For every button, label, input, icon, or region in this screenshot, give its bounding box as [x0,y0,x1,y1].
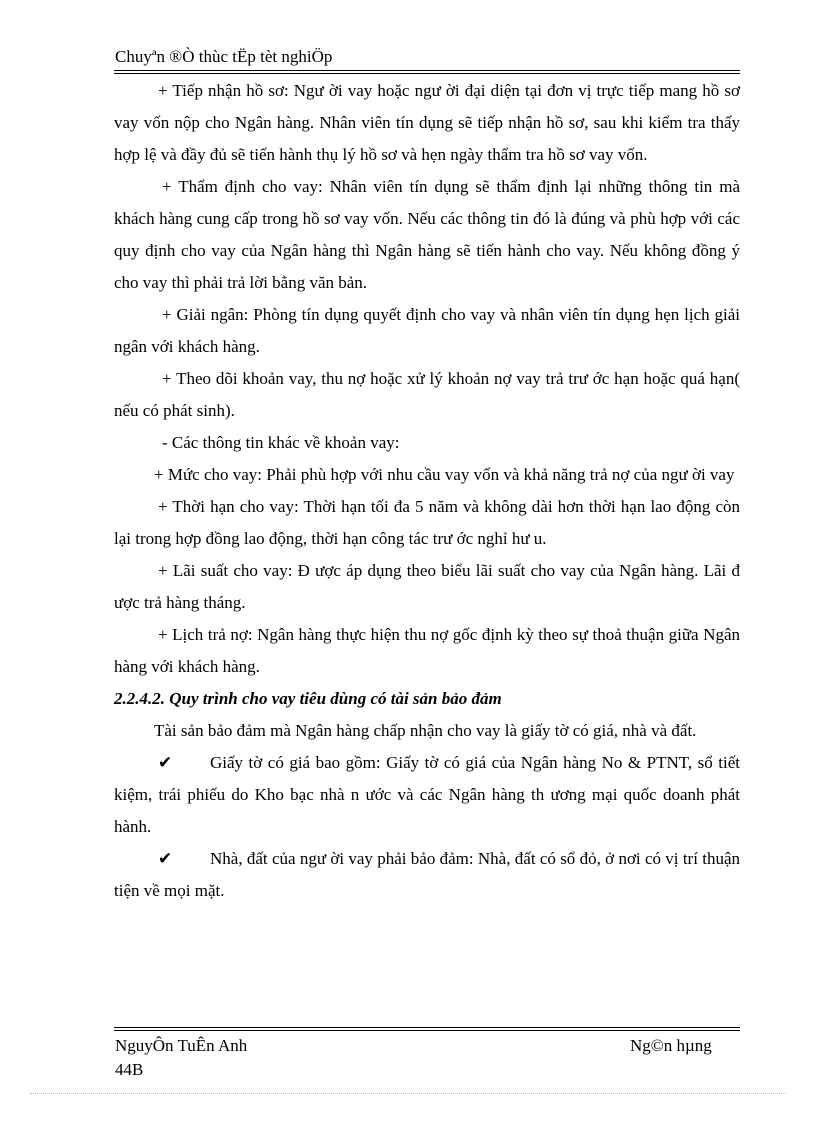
section-intro: Tài sản bảo đảm mà Ngân hàng chấp nhận cho vay là giấy tờ có giá, nhà và đất. [154,721,697,740]
paragraph: + Giải ngân: Phòng tín dụng quyết định cho vay và nhân viên tín dụng hẹn lịch giải ngân với khách hàng. [114,305,740,356]
footer-rule-2 [114,1030,740,1031]
page-boundary [30,1093,786,1094]
footer-class: 44B [115,1060,144,1079]
bullet-text: Nhà, đất của ngư ời vay phải bảo đảm: Nhà, đất có sổ đỏ, ở nơi có vị trí thuận tiện về mọi mặt. [114,849,740,900]
paragraph: + Theo dõi khoản vay, thu nợ hoặc xử lý khoản nợ vay trả trư ớc hạn hoặc quá hạn( nếu có phát sinh). [114,369,740,420]
paragraph: + Mức cho vay: Phải phù hợp với nhu cầu vay vốn và khả năng trả nợ của ngư ời vay [154,465,735,484]
paragraph: + Lãi suất cho vay: Đ ược áp dụng theo biểu lãi suất cho vay của Ngân hàng. Lãi đ ược trả hàng tháng. [114,561,740,612]
check-icon: ✔ [158,753,173,772]
bullet-text: Giấy tờ có giá bao gồm: Giấy tờ có giá của Ngân hàng No & PTNT, sổ tiết kiệm, trái phiếu do Kho bạc nhà n ước và các Ngân hàng th ương mại quốc doanh phát hành. [114,753,740,836]
paragraph: - Các thông tin khác về khoản vay: [162,433,400,452]
paragraph: + Thời hạn cho vay: Thời hạn tối đa 5 năm và không dài hơn thời hạn lao động còn lại trong hợp đồng lao động, thời hạn công tác trư ớc nghỉ hư u. [114,497,740,548]
page-header: Chuyªn ®Ò thùc tËp tèt nghiÖp [115,47,333,66]
paragraph: + Tiếp nhận hồ sơ: Ngư ời vay hoặc ngư ời đại diện tại đơn vị trực tiếp mang hồ sơ vay vốn nộp cho Ngân hàng. Nhân viên tín dụng sẽ tiếp nhận hồ sơ, sau khi kiểm tra thấy hợp lệ và đầy đủ sẽ tiến hành thụ lý hồ sơ và hẹn ngày thẩm tra hồ sơ vay vốn. [114,81,740,164]
header-rule-2 [114,73,740,74]
footer-left [115,1034,247,1082]
section-heading: 2.2.4.2. Quy trình cho vay tiêu dùng có tài sản bảo đảm [114,689,502,708]
bullet-item [114,747,740,843]
paragraph: + Thẩm định cho vay: Nhân viên tín dụng sẽ thẩm định lại những thông tin mà khách hàng cung cấp trong hồ sơ vay vốn. Nếu các thông tin đó là đúng và phù hợp với các quy định cho vay của Ngân hàng thì Ngân hàng sẽ tiến hành cho vay. Nếu không đồng ý cho vay thì phải trả lời bằng văn bản. [114,177,740,292]
check-icon: ✔ [158,849,173,868]
header-rule [114,70,740,71]
footer-field: Ng©n hµng [630,1036,712,1055]
document-body [114,75,740,907]
bullet-item [114,843,740,907]
footer-rule [114,1027,740,1028]
paragraph: + Lịch trả nợ: Ngân hàng thực hiện thu nợ gốc định kỳ theo sự thoả thuận giữa Ngân hàng với khách hàng. [114,625,740,676]
footer-author: NguyÔn TuÊn Anh [115,1036,248,1055]
